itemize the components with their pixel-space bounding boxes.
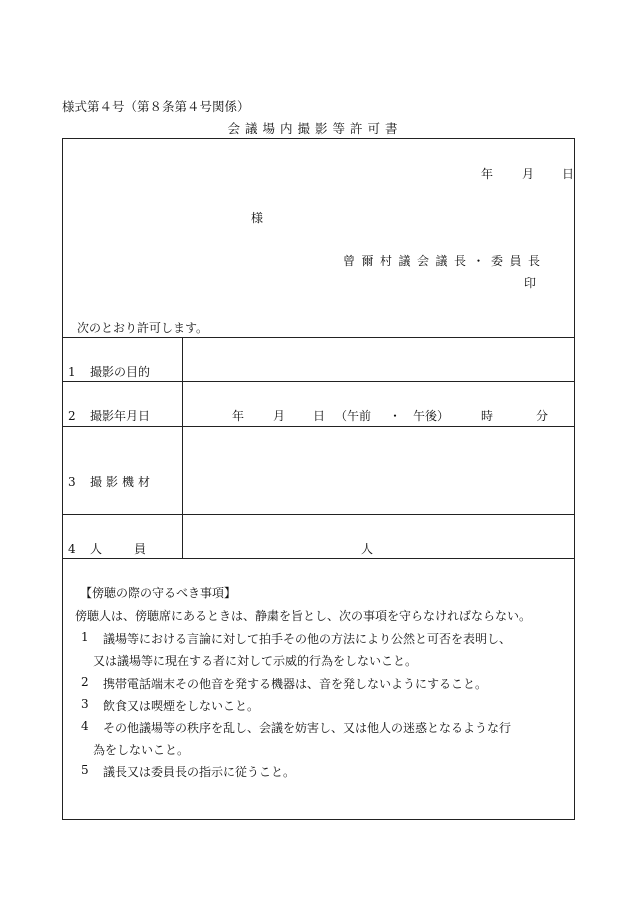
- notice-item-number: 4: [81, 719, 89, 733]
- datetime-pm: 午後）: [413, 409, 450, 423]
- datetime-minute: 分: [536, 409, 549, 423]
- notice-item-text: その他議場等の秩序を乱し、会議を妨害し、又は他人の迷惑となるような行: [103, 721, 512, 735]
- permit-form: [62, 138, 575, 820]
- datetime-am: （午前: [335, 409, 372, 423]
- date-day: 日: [562, 167, 575, 181]
- row-equipment: [68, 473, 154, 490]
- row-number: 2: [68, 409, 76, 423]
- notice-heading: 【傍聴の際の守るべき事項】: [80, 586, 237, 600]
- date-year: 年: [481, 167, 494, 181]
- notice-item-text: 飲食又は喫煙をしないこと。: [103, 699, 260, 713]
- notice-item-number: 5: [81, 763, 89, 777]
- issuer-name: 曾爾村議会議長・委員長: [343, 254, 547, 268]
- row-purpose: [68, 363, 150, 380]
- row-label: 人 員: [90, 542, 157, 556]
- row-date: [68, 407, 150, 424]
- notice-item-number: 3: [81, 697, 89, 711]
- notice-item-text: 議場等における言論に対して拍手その他の方法により公然と可否を表明し、: [103, 632, 512, 646]
- datetime-year: 年: [232, 409, 245, 423]
- row-number: 1: [68, 365, 76, 379]
- notice-item-number: 1: [81, 630, 89, 644]
- row-divider: [63, 558, 574, 559]
- notice-intro: 傍聴人は、傍聴席にあるときは、静粛を旨とし、次の事項を守らなければならない。: [75, 609, 532, 623]
- row-label: 撮影年月日: [90, 409, 151, 423]
- column-divider: [182, 337, 183, 558]
- row-number: 4: [68, 542, 76, 556]
- persons-unit: 人: [361, 542, 374, 556]
- row-number: 3: [68, 475, 76, 489]
- row-divider: [63, 426, 574, 427]
- date-month: 月: [522, 167, 535, 181]
- notice-item-text: 為をしないこと。: [93, 743, 190, 757]
- seal-mark: 印: [524, 276, 537, 290]
- row-divider: [63, 337, 574, 338]
- row-divider: [63, 381, 574, 382]
- row-label: 撮影機材: [90, 475, 155, 489]
- notice-item-text: 携帯電話端末その他音を発する機器は、音を発しないようにすること。: [103, 677, 488, 691]
- notice-item-text: 又は議場等に現在する者に対して示威的行為をしないこと。: [93, 654, 418, 668]
- form-label: 様式第４号（第８条第４号関係）: [62, 99, 250, 114]
- datetime-month: 月: [273, 409, 286, 423]
- notice-item-text: 議長又は委員長の指示に従うこと。: [103, 765, 296, 779]
- addressee-suffix: 様: [251, 211, 264, 225]
- row-persons: [68, 540, 156, 557]
- datetime-day: 日: [313, 409, 326, 423]
- row-divider: [63, 514, 574, 515]
- datetime-separator: ・: [389, 409, 402, 423]
- notice-item-number: 2: [81, 675, 89, 689]
- datetime-hour: 時: [481, 409, 494, 423]
- document-title: 会議場内撮影等許可書: [227, 121, 403, 136]
- intro-text: 次のとおり許可します。: [77, 321, 209, 335]
- row-label: 撮影の目的: [90, 365, 151, 379]
